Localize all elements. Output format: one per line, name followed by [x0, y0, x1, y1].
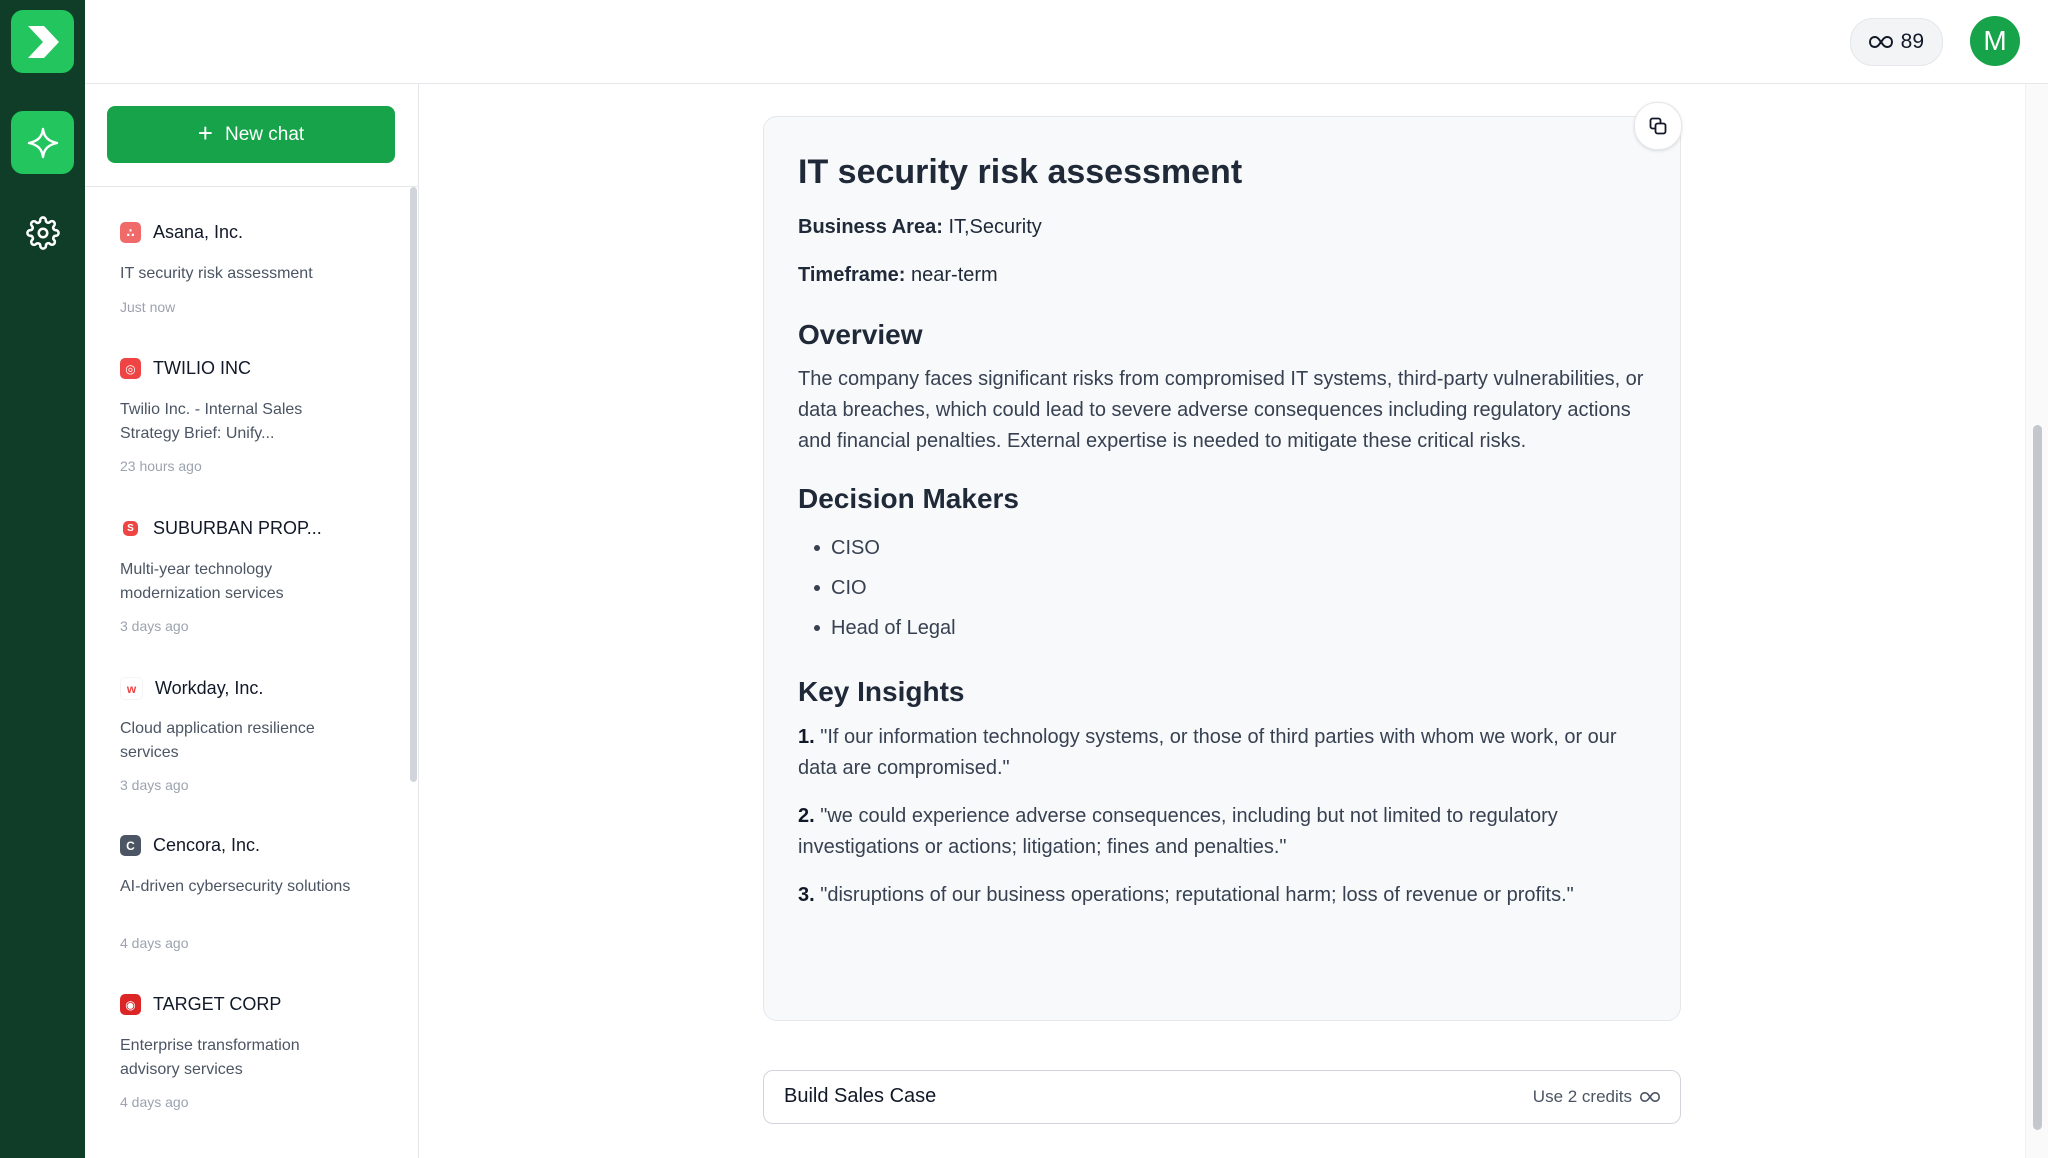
- decision-makers-list: [798, 528, 1658, 648]
- chat-history-item[interactable]: [85, 994, 405, 1114]
- app-rail: [0, 0, 85, 1158]
- chat-title: Enterprise transformation advisory services: [120, 1037, 300, 1078]
- ai-assistant-nav-button[interactable]: [11, 111, 74, 174]
- chat-history-item[interactable]: [85, 518, 405, 638]
- timeframe-value: near-term: [911, 264, 998, 286]
- insight-text: "we could experience adverse consequences, including but not limited to regulatory investigations or actions; litigation; fines and penalties.": [798, 805, 1558, 858]
- plus-icon: +: [197, 118, 213, 148]
- chat-company-name: Cencora, Inc.: [153, 835, 261, 855]
- chat-company-name: SUBURBAN PROP...: [153, 518, 322, 538]
- sparkle-icon: [26, 126, 60, 160]
- chat-company-name: Workday, Inc.: [155, 678, 264, 698]
- chat-company-name: TARGET CORP: [153, 994, 282, 1014]
- chat-title: IT security risk assessment: [120, 265, 313, 282]
- twilio-logo-icon: ◎: [120, 358, 141, 379]
- chat-title: AI-driven cybersecurity solutions: [120, 878, 351, 895]
- new-chat-label: New chat: [224, 123, 305, 145]
- business-area-label: Business Area:: [798, 216, 943, 238]
- chat-timestamp: 23 hours ago: [120, 458, 202, 474]
- user-avatar[interactable]: M: [1970, 16, 2020, 66]
- business-area: [798, 212, 1658, 242]
- chat-history-sidebar: [85, 84, 419, 1158]
- chat-company-name: TWILIO INC: [153, 358, 251, 378]
- chat-timestamp: 3 days ago: [120, 777, 189, 793]
- gear-icon: [26, 216, 60, 250]
- chat-history-item[interactable]: [85, 222, 405, 332]
- insight-item: [798, 880, 1658, 911]
- main-scrollbar[interactable]: [2033, 425, 2042, 1130]
- chat-title: Twilio Inc. - Internal Sales Strategy Brief: Unify...: [120, 401, 303, 442]
- credits-count: 89: [1900, 30, 1924, 53]
- insight-text: "disruptions of our business operations; reputational harm; loss of revenue or profits.": [820, 884, 1574, 906]
- key-insights-heading: Key Insights: [798, 676, 965, 707]
- insight-number: 3.: [798, 884, 815, 906]
- sales-case-label: Build Sales Case: [784, 1085, 937, 1107]
- suburban-logo-icon: S: [123, 521, 138, 536]
- chevron-right-logo-icon: [23, 22, 63, 62]
- chat-history-item[interactable]: [85, 677, 405, 797]
- overview-heading: Overview: [798, 319, 923, 350]
- insight-number: 1.: [798, 726, 815, 748]
- app-logo[interactable]: [11, 10, 74, 73]
- timeframe-label: Timeframe:: [798, 264, 906, 286]
- sidebar-divider: [85, 186, 418, 187]
- new-chat-button[interactable]: [107, 106, 395, 163]
- report-title: IT security risk assessment: [798, 153, 1243, 191]
- chat-title: Multi-year technology modernization services: [120, 561, 284, 602]
- chat-title: Cloud application resilience services: [120, 720, 315, 761]
- copy-button[interactable]: [1634, 102, 1682, 150]
- build-sales-case-button[interactable]: [763, 1070, 1681, 1124]
- list-item: Head of Legal: [798, 608, 1658, 648]
- credits-balance[interactable]: [1850, 18, 1943, 66]
- top-bar: [85, 0, 2048, 84]
- list-item: CISO: [798, 528, 1658, 568]
- infinity-credits-icon: [1640, 1091, 1660, 1103]
- report-content: [798, 145, 1658, 911]
- chat-history-item[interactable]: [85, 835, 405, 955]
- infinity-credits-icon: [1869, 35, 1893, 49]
- chat-timestamp: Just now: [120, 299, 176, 315]
- sidebar-scrollbar[interactable]: [410, 187, 417, 782]
- target-logo-icon: ◉: [120, 994, 141, 1015]
- insight-item: [798, 801, 1658, 863]
- overview-text: The company faces significant risks from compromised IT systems, third-party vulnerabilities, or data breaches, which could lead to severe adverse consequences including regulatory actions and financial penalties. External expertise is needed to mitigate these critical risks.: [798, 368, 1644, 452]
- insight-number: 2.: [798, 805, 815, 827]
- cencora-logo-icon: C: [120, 835, 141, 856]
- insight-text: "If our information technology systems, or those of third parties with whom we work, or our data are compromised.": [798, 726, 1617, 779]
- insight-item: [798, 722, 1658, 784]
- asana-logo-icon: ∴: [120, 222, 141, 243]
- chat-company-name: Asana, Inc.: [153, 222, 244, 242]
- chat-timestamp: 4 days ago: [120, 935, 189, 951]
- list-item: CIO: [798, 568, 1658, 608]
- chat-timestamp: 4 days ago: [120, 1094, 189, 1110]
- settings-nav-button[interactable]: [11, 201, 74, 264]
- sales-case-cost: [1533, 1087, 1660, 1107]
- chat-history-item[interactable]: [85, 358, 405, 478]
- workday-logo-icon: w: [120, 677, 143, 700]
- sales-case-cost-text: Use 2 credits: [1532, 1087, 1632, 1106]
- timeframe: [798, 260, 1658, 290]
- chat-timestamp: 3 days ago: [120, 618, 189, 634]
- copy-icon: [1648, 116, 1668, 136]
- business-area-value: IT,Security: [948, 216, 1042, 238]
- decision-makers-heading: Decision Makers: [798, 483, 1019, 514]
